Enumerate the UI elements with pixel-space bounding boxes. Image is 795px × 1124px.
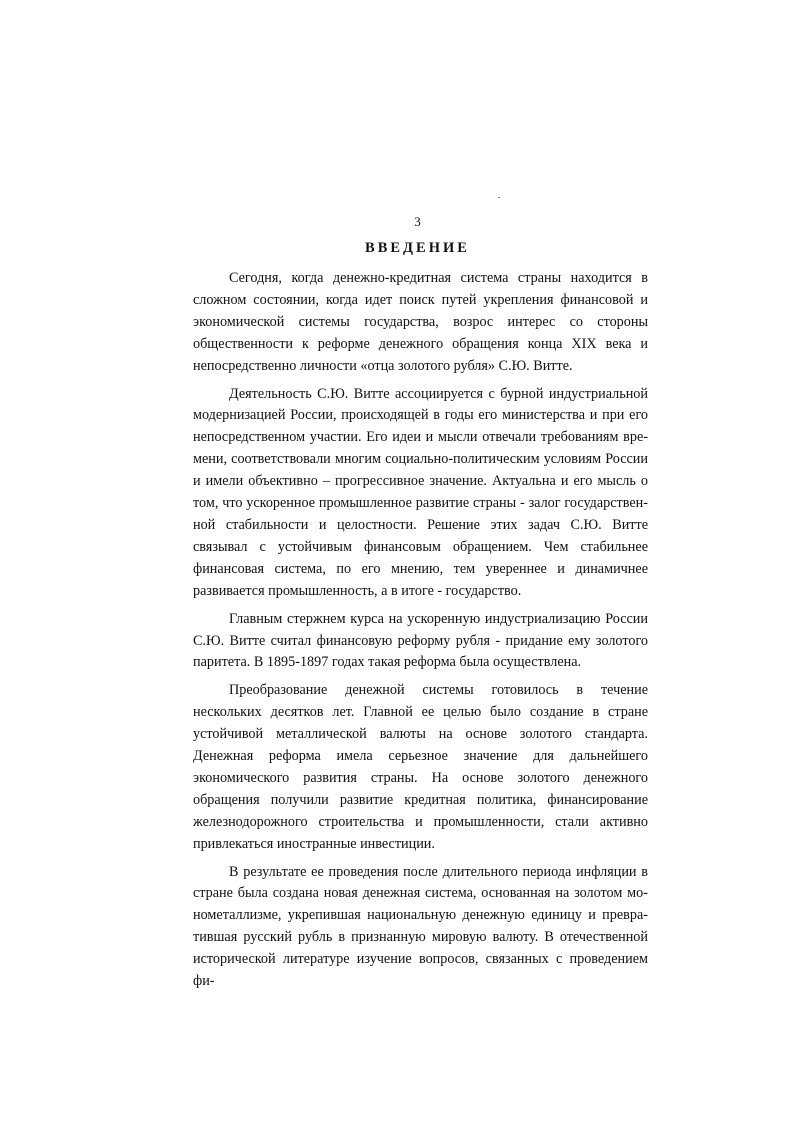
paragraph: Деятельность С.Ю. Витте ассоциируется с бурной индустриальной модернизацией России, происходящей в годы его министерства и при его непосредственном участии. Его идеи и мысли отвечали требованиям времени, соответствовали многим социально-политическим условиям России и имели объективно – прогрессивное значение. Актуальна и его мысль о том, что ускоренное промышленное развитие страны - залог государственной стабильности и целостности. Решение этих задач С.Ю. Витте связывал с устойчивым финансовым обращением. Чем стабильнее финансовая система, по его мнению, тем увереннее и динамичнее развивается промышленность, а в итоге - государство. [193,385,648,599]
paragraph: В результате ее проведения после длительного периода инфляции в стране была создана новая денежная система, основанная на золотом монометаллизме, укрепившая национальную денежную единицу и превратившая русский рубль в признанную мировую валюту. В отечественной исторической литературе изучение вопросов, связанных с проведением фи- [193,863,648,990]
page-number: 3 [414,214,421,229]
paragraph: Преобразование денежной системы готовилось в течение нескольких десятков лет. Главной ее целью было создание в стране устойчивой металлической валюты на основе золотого стандарта. Денежная реформа имела серьезное значение для дальнейшего экономического развития страны. На основе золотого денежного обращения получили развитие кредитная политика, финансирование железнодорожного строительства и промышленности, стали активно привлекаться иностранные инвестиции. [193,682,648,852]
body-text [193,268,648,999]
scan-artifact [498,197,500,198]
section-title: ВВЕДЕНИЕ [365,240,470,256]
paragraph: Сегодня, когда денежно-кредитная система страны находится в сложном состоянии, когда идет поиск путей укрепления финансовой и экономической системы государства, возрос интерес со стороны общественности к реформе денежного обращения конца XIX века и непосредственно личности «отца золотого рубля» С.Ю. Витте. [193,270,648,374]
paragraph: Главным стержнем курса на ускоренную индустриализацию России С.Ю. Витте считал финансовую реформу рубля - придание ему золотого паритета. В 1895-1897 годах такая реформа была осуществлена. [193,610,648,671]
